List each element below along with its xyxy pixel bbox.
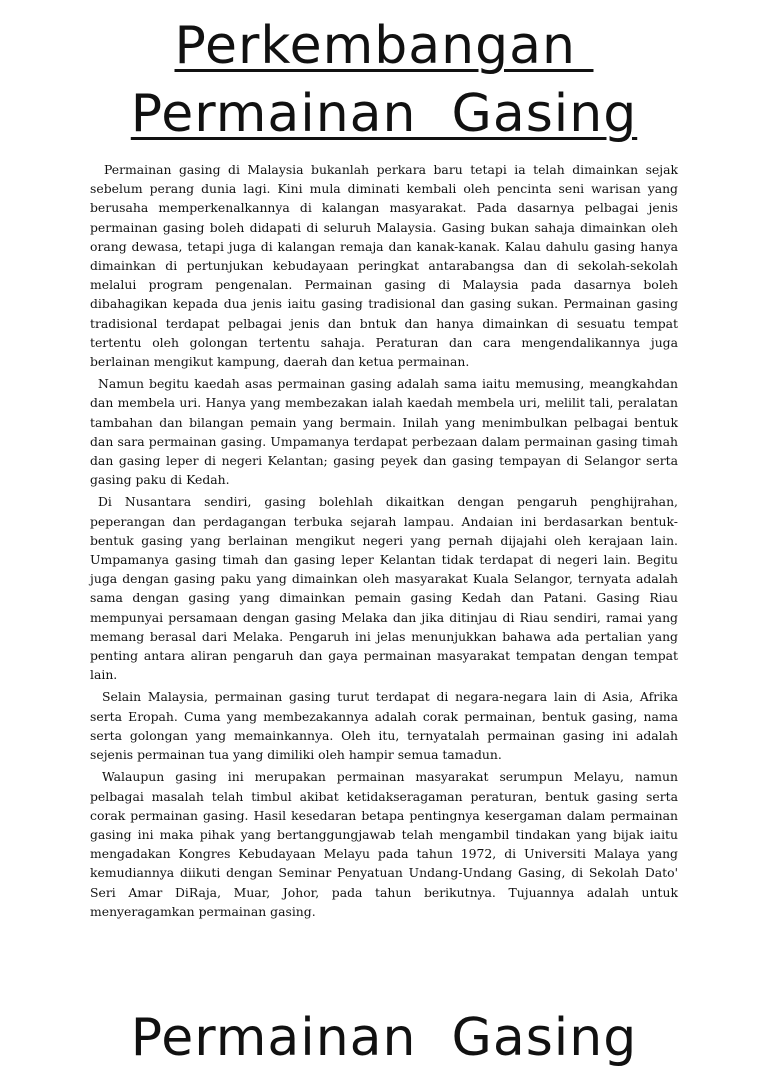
next-page-title: Permainan Gasing xyxy=(130,1008,638,1068)
title-line-1 xyxy=(0,12,768,80)
paragraph-2: Namun begitu kaedah asas permainan gasing adalah sama iaitu memusing, meangkahdan dan membela uri. Hanya yang membezakan ialah kaedah membela uri, melilit tali, peralatan tambahan dan bilangan pemain yang bermain. Inilah yang menimbulkan pelbagai bentuk dan sara permainan gasing. Umpamanya terdapat perbezaan dalam permainan gasing timah dan gasing leper di negeri Kelantan; gasing peyek dan gasing tempayan di Selangor serta gasing paku di Kedah. xyxy=(90,376,678,488)
paragraph-1: Permainan gasing di Malaysia bukanlah perkara baru tetapi ia telah dimainkan sejak sebelum perang dunia lagi. Kini mula diminati kembali oleh pencinta seni warisan yang berusaha memperkenalkannya di kalangan masyarakat. Pada dasarnya pelbagai jenis permainan gasing boleh didapati di seluruh Malaysia. Gasing bukan sahaja dimainkan oleh orang dewasa, tetapi juga di kalangan remaja dan kanak-kanak. Kalau dahulu gasing hanya dimainkan di pertunjukan kebudayaan peringkat antarabangsa dan di sekolah-sekolah melalui program pengenalan. Permainan gasing di Malaysia pada dasarnya boleh dibahagikan kepada dua jenis iaitu gasing tradisional dan gasing sukan. Permainan gasing tradisional terdapat pelbagai jenis dan bntuk dan hanya dimainkan di sesuatu tempat tertentu oleh golongan tertentu sahaja. Peraturan dan cara mengendalikannya juga berlainan mengikut kampung, daerah dan ketua permainan. xyxy=(90,162,678,370)
title-line-2 xyxy=(0,80,768,148)
paragraph-3: Di Nusantara sendiri, gasing bolehlah dikaitkan dengan pengaruh penghijrahan, peperangan dan perdagangan terbuka sejarah lampau. Andaian ini berdasarkan bentuk-bentuk gasing yang berlainan mengikut negeri yang pernah dijajahi oleh kerajaan lain. Umpamanya gasing timah dan gasing leper Kelantan tidak terdapat di negeri lain. Begitu juga dengan gasing paku yang dimainkan oleh masyarakat Kuala Selangor, ternyata adalah sama dengan gasing yang dimainkan pemain gasing Kedah dan Patani. Gasing Riau mempunyai persamaan dengan gasing Melaka dan jika ditinjau di Riau sendiri, ramai yang memang berasal dari Melaka. Pengaruh ini jelas menunjukkan bahawa ada pertalian yang penting antara aliran pengaruh dan gaya permainan masyarakat tempatan dengan tempat lain. xyxy=(90,494,678,683)
title-line-1-text: Perkembangan xyxy=(174,16,594,76)
paragraph-5: Walaupun gasing ini merupakan permainan masyarakat serumpun Melayu, namun pelbagai masalah telah timbul akibat ketidakseragaman peraturan, bentuk gasing serta corak permainan gasing. Hasil kesedaran betapa pentingnya kesergaman dalam permainan gasing ini maka pihak yang bertanggungjawab telah mengambil tindakan yang bijak iaitu mengadakan Kongres Kebudayaan Melayu pada tahun 1972, di Universiti Malaya yang kemudiannya diikuti dengan Seminar Penyatuan Undang-Undang Gasing, di Sekolah Dato' Seri Amar DiRaja, Muar, Johor, pada tahun berikutnya. Tujuannya adalah untuk menyeragamkan permainan gasing. xyxy=(90,769,678,919)
title-line-2-text: Permainan Gasing xyxy=(130,84,638,144)
body-text xyxy=(90,160,678,924)
paragraph-4: Selain Malaysia, permainan gasing turut terdapat di negara-negara lain di Asia, Afrika serta Eropah. Cuma yang membezakannya adalah corak permainan, bentuk gasing, nama serta golongan yang memainkannya. Oleh itu, ternyatalah permainan gasing ini adalah sejenis permainan tua yang dimiliki oleh hampir semua tamadun. xyxy=(90,689,678,763)
page-title xyxy=(0,12,768,148)
